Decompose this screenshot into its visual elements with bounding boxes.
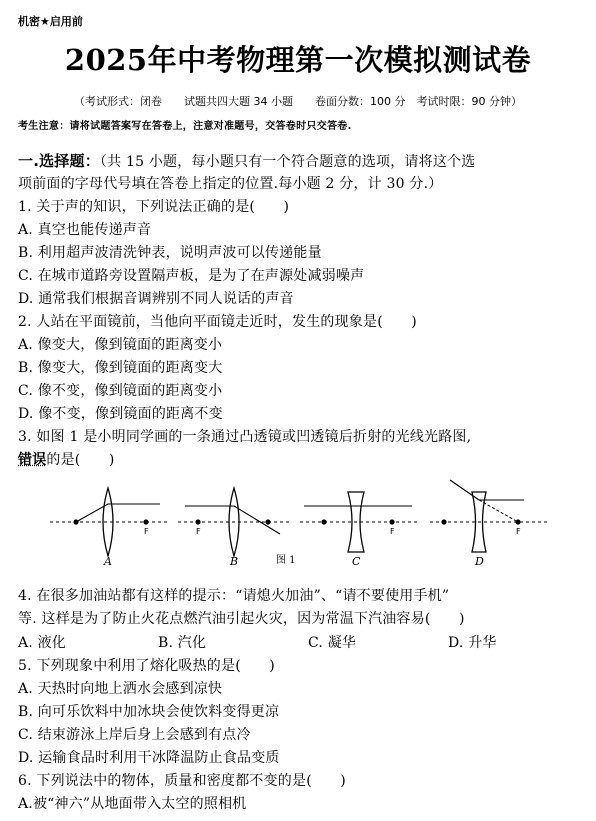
focus-label-c: F: [390, 527, 395, 536]
q1-option-a: A. 真空也能传递声音: [18, 222, 152, 238]
focus-label-a: F: [144, 527, 149, 536]
section-intro: （共 15 小题，每小题只有一个符合题意的选项，请将这个选: [99, 154, 476, 170]
q3-emphasis: 错误: [18, 452, 47, 468]
lens-a-label: A: [104, 555, 112, 568]
q5-stem: 5. 下列现象中利用了熔化吸热的是( ): [18, 658, 275, 674]
lens-d-label: D: [475, 555, 484, 568]
section1-heading: [18, 150, 475, 171]
q1-option-c: C. 在城市道路旁设置隔声板，是为了在声源处减弱噪声: [18, 268, 365, 284]
q1-stem: 1. 关于声的知识，下列说法正确的是( ): [18, 199, 290, 215]
q4-stem-cont: 等. 这样是为了防止火花点燃汽油引起火灾，因为常温下汽油容易( ): [18, 611, 465, 627]
q4-option-a: A. 液化: [18, 635, 67, 651]
q5-option-d: D. 运输食品时利用干冰降温防止食品变质: [18, 750, 280, 766]
focus-label-d: F: [516, 527, 521, 536]
q2-option-a: A. 像变大，像到镜面的距离变小: [18, 337, 223, 353]
lens-b: [178, 488, 296, 568]
lens-b-label: B: [230, 555, 239, 568]
q3-stem-rest: 的是( ): [46, 452, 115, 468]
q5-option-c: C. 结束游泳上岸后身上会感到有点冷: [18, 727, 251, 743]
q2-option-c: C. 像不变，像到镜面的距离变小: [18, 383, 223, 399]
q6-stem: 6. 下列说法中的物体，质量和密度都不变的是( ): [18, 773, 346, 789]
q4-options: [18, 632, 497, 652]
q6-option-a: A.被“神六”从地面带入太空的照相机: [18, 796, 247, 812]
candidate-notice: 考生注意：请将试题答案写在答卷上，注意对准题号，交答卷时只交答卷.: [18, 121, 352, 132]
q4-option-b: B. 汽化: [158, 635, 207, 651]
q2-stem: 2. 人站在平面镜前，当他向平面镜走近时，发生的现象是( ): [18, 314, 417, 330]
lens-c-label: C: [352, 555, 361, 568]
q4-option-d: D. 升华: [448, 635, 497, 651]
lens-d: [430, 480, 550, 568]
lens-a: [50, 488, 170, 568]
section-title: 一.选择题：: [18, 152, 100, 170]
lens-diagram-figure: [40, 468, 560, 568]
q3-stem: 3. 如图 1 是小明同学画的一条通过凸透镜或凹透镜后折射的光线光路图,: [18, 429, 472, 445]
q5-option-b: B. 向可乐饮料中加冰块会使饮料变得更凉: [18, 704, 280, 720]
exam-info: （考试形式：闭卷 试题共四大题 34 小题 卷面分数：100 分 考试时限：90 分钟）: [74, 95, 522, 108]
q1-option-d: D. 通常我们根据音调辨别不同人说话的声音: [18, 291, 294, 307]
page-title: 2025年中考物理第一次模拟测试卷: [64, 43, 532, 77]
q2-option-d: D. 像不变，像到镜面的距离不变: [18, 406, 223, 422]
section-intro-cont: 项前面的字母代号填在答卷上指定的位置.每小题 2 分，计 30 分.）: [18, 176, 443, 192]
figure-caption: 图 1: [276, 555, 296, 566]
lens-c: [300, 492, 420, 568]
secret-mark: 机密★启用前: [18, 15, 83, 28]
q5-option-a: A. 天热时向地上洒水会感到凉快: [18, 681, 223, 697]
q4-stem: 4. 在很多加油站都有这样的提示：“请熄火加油”、“请不要使用手机”: [18, 588, 450, 604]
q1-option-b: B. 利用超声波清洗钟表，说明声波可以传递能量: [18, 245, 322, 261]
q3-stem-cont: [18, 449, 115, 469]
focus-label-b: F: [196, 527, 201, 536]
q2-option-b: B. 像变大，像到镜面的距离变大: [18, 360, 223, 376]
q4-option-c: C. 凝华: [308, 635, 357, 651]
